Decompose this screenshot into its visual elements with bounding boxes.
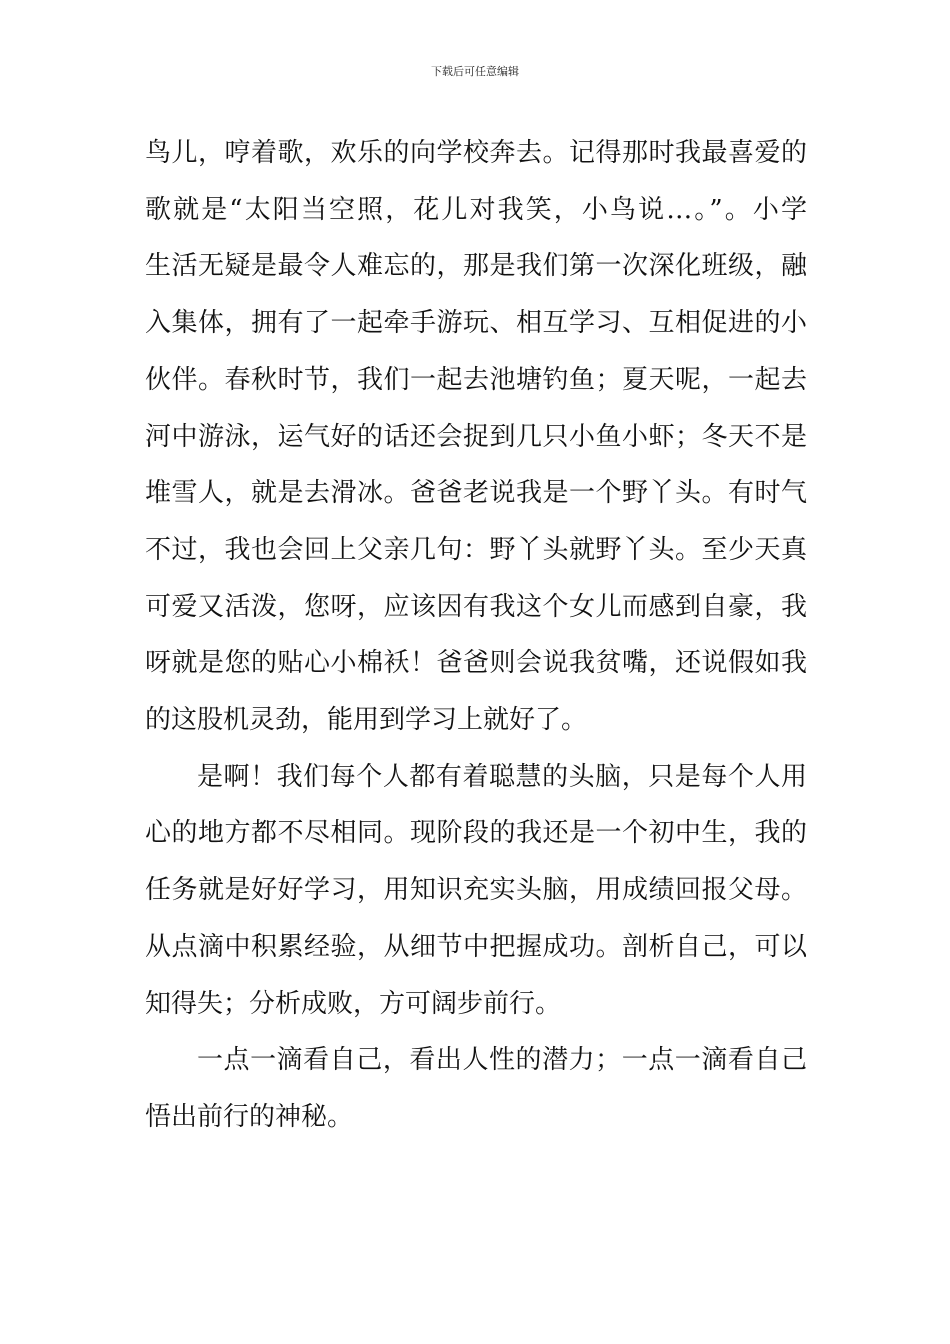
text-line: 不过，我也会回上父亲几句：野丫头就野丫头。至少天真: [145, 534, 807, 565]
page-header: 下载后可任意编辑: [431, 65, 519, 78]
document-body: [145, 125, 807, 1146]
text-line: 是啊！我们每个人都有着聪慧的头脑，只是每个人用: [197, 761, 807, 792]
text-line: 堆雪人，就是去滑冰。爸爸老说我是一个野丫头。有时气: [145, 478, 807, 509]
paragraph-2: [145, 749, 807, 1033]
text-line: 知得失；分析成败，方可阔步前行。: [145, 988, 562, 1019]
text-line: 任务就是好好学习，用知识充实头脑，用成绩回报父母。: [145, 875, 807, 906]
text-line: 的这股机灵劲，能用到学习上就好了。: [145, 705, 588, 736]
text-line: 呀就是您的贴心小棉袄！爸爸则会说我贫嘴，还说假如我: [145, 648, 807, 679]
text-line: 悟出前行的神秘。: [145, 1101, 354, 1132]
text-line: 入集体，拥有了一起牵手游玩、相互学习、互相促进的小: [145, 308, 807, 339]
text-line: 歌就是“太阳当空照，花儿对我笑，小鸟说…。”。小学: [145, 194, 807, 225]
text-line: 一点一滴看自己，看出人性的潜力；一点一滴看自己: [197, 1045, 807, 1076]
text-line: 伙伴。春秋时节，我们一起去池塘钓鱼；夏天呢，一起去: [145, 364, 807, 395]
text-line: 生活无疑是最令人难忘的，那是我们第一次深化班级，融: [145, 251, 807, 282]
paragraph-1: [145, 125, 807, 749]
text-line: 河中游泳，运气好的话还会捉到几只小鱼小虾；冬天不是: [145, 421, 807, 452]
text-line: 从点滴中积累经验，从细节中把握成功。剖析自己，可以: [145, 931, 807, 962]
text-line: 可爱又活泼，您呀，应该因有我这个女儿而感到自豪，我: [145, 591, 807, 622]
text-line: 心的地方都不尽相同。现阶段的我还是一个初中生，我的: [145, 818, 807, 849]
text-line: 鸟儿，哼着歌，欢乐的向学校奔去。记得那时我最喜爱的: [145, 138, 807, 168]
paragraph-3: [145, 1032, 807, 1145]
